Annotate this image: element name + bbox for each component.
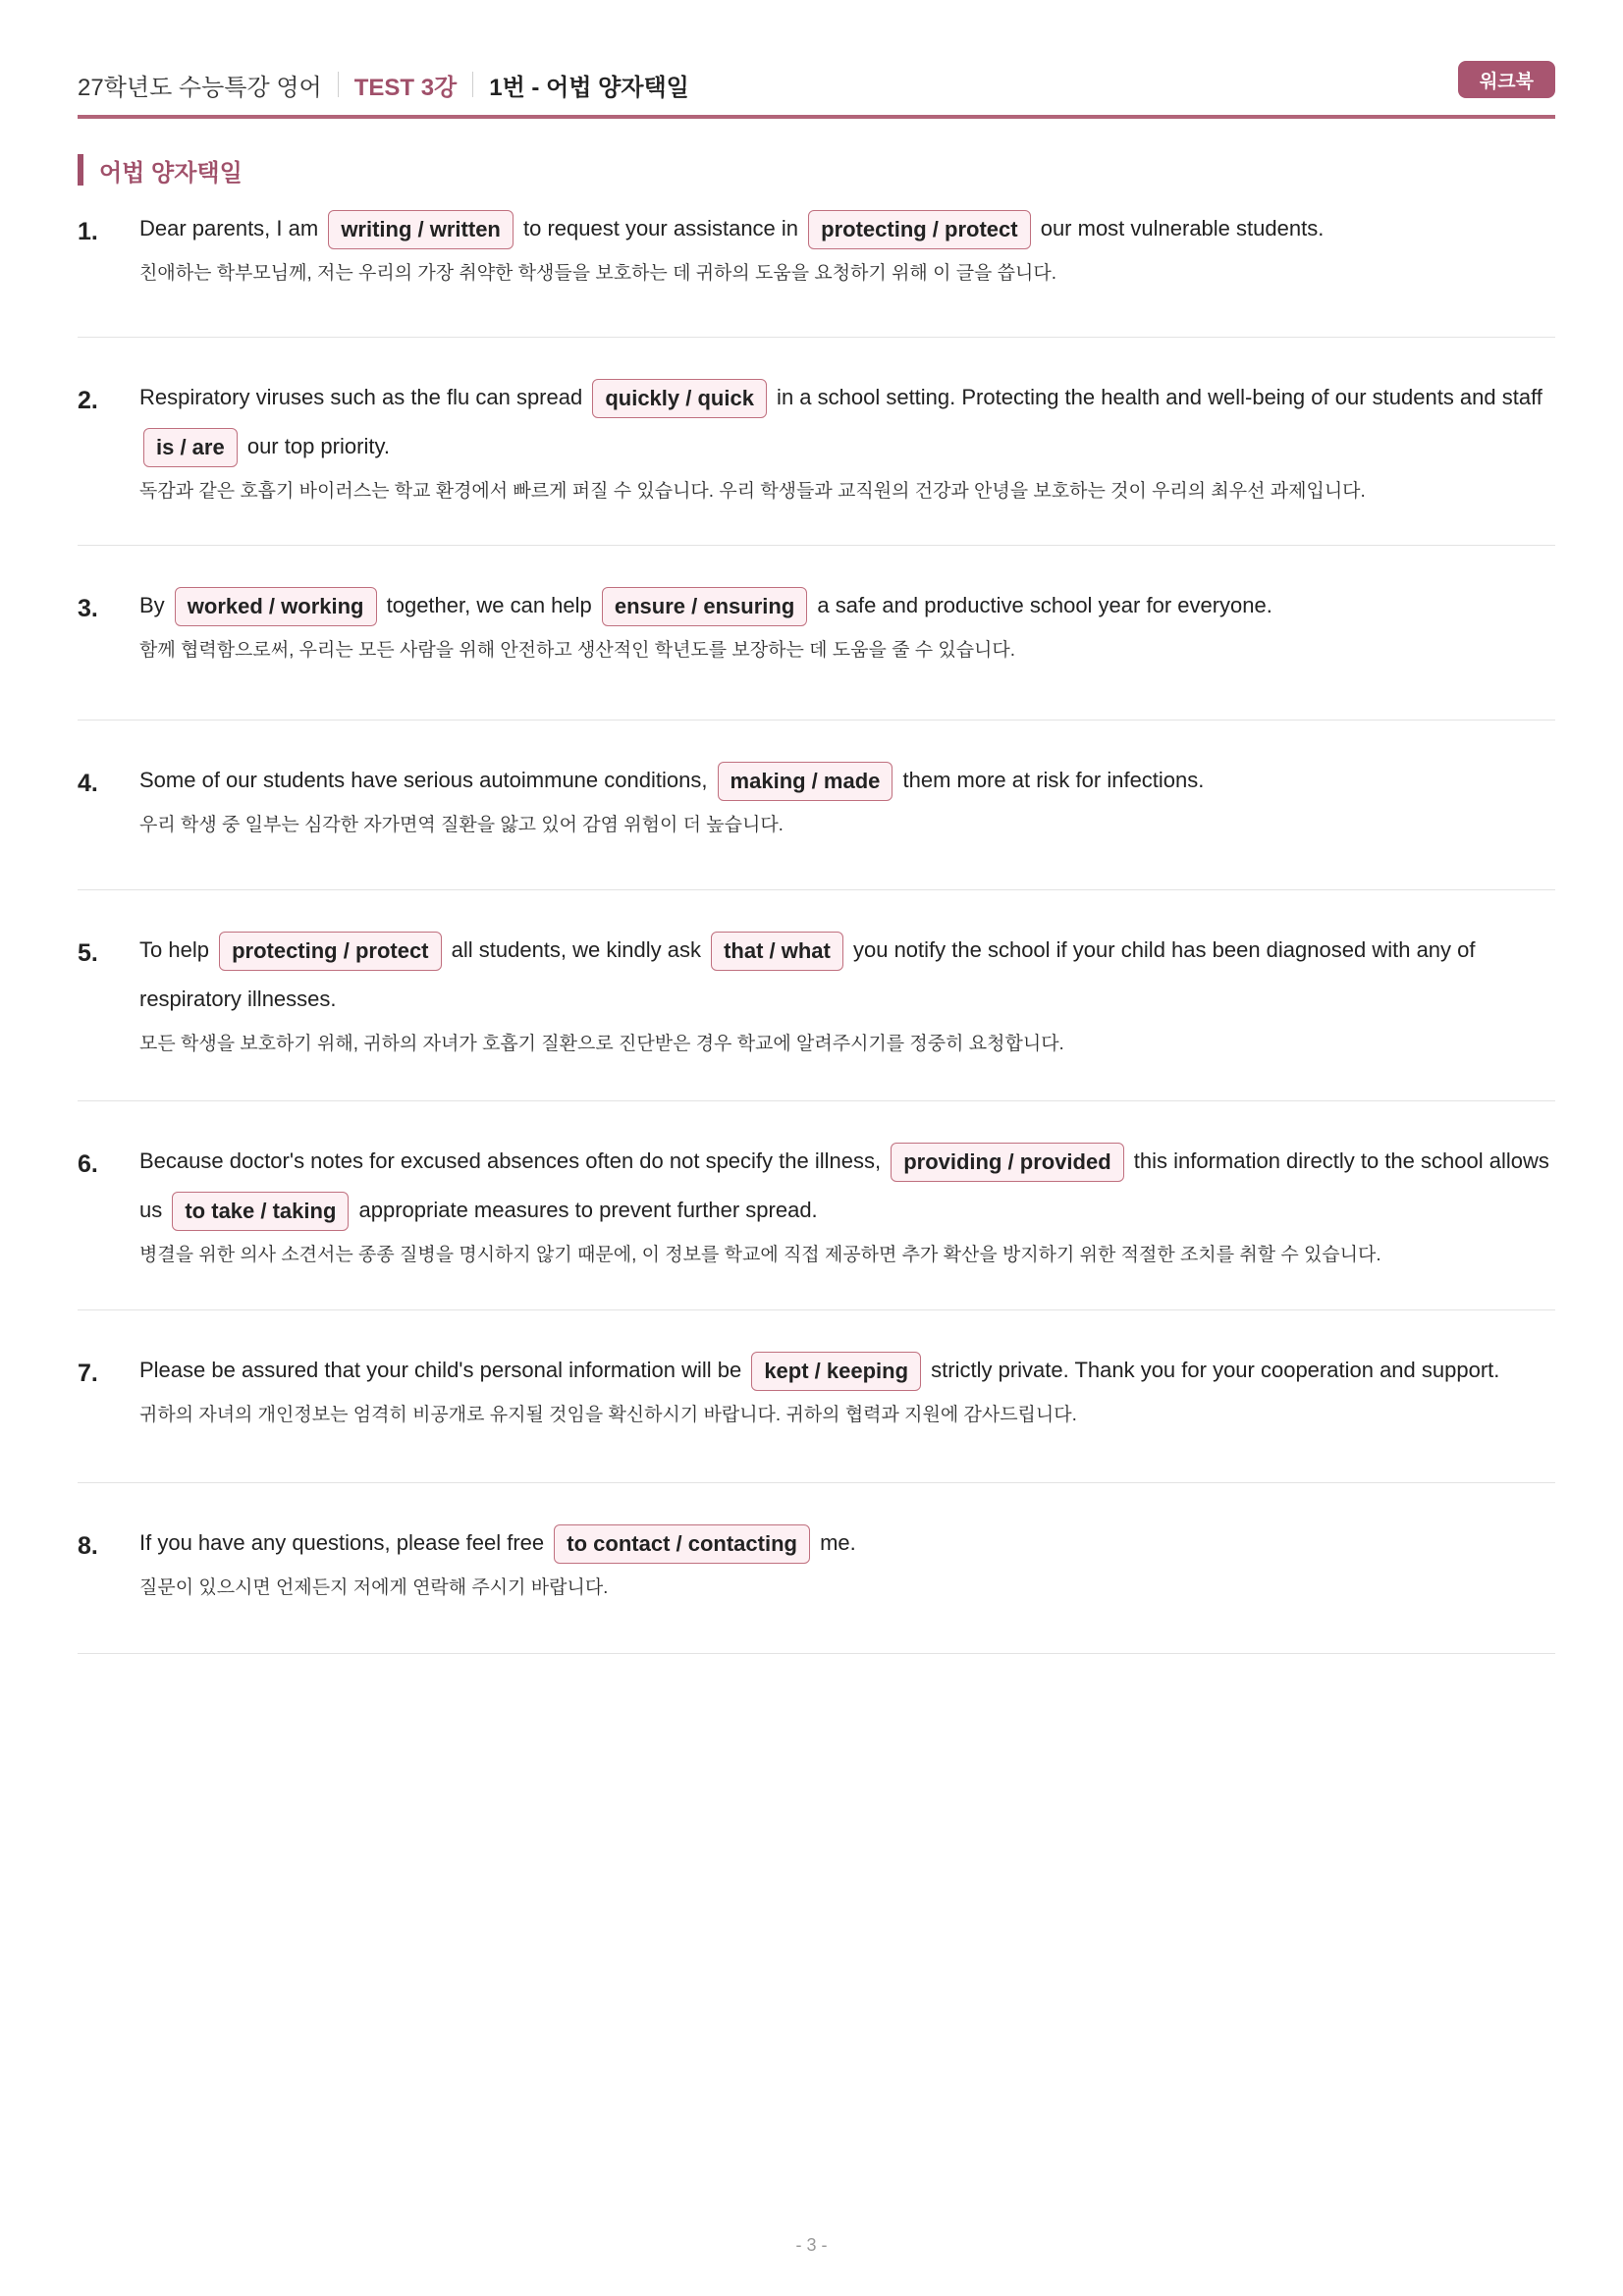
page-title: 1번 - 어법 양자택일 [489, 74, 689, 101]
korean-translation: 우리 학생 중 일부는 심각한 자가면역 질환을 앓고 있어 감염 위험이 더 높습니다. [139, 815, 784, 835]
section-title: 어법 양자택일 [99, 159, 243, 187]
question-sentence [139, 204, 1555, 253]
korean-translation: 병결을 위한 의사 소견서는 종종 질병을 명시하지 않기 때문에, 이 정보를 학교에 직접 제공하면 추가 확산을 방지하기 위한 적절한 조치를 취할 수 있습니다. [139, 1245, 1381, 1265]
sentence-text: By [139, 593, 171, 617]
sentence-text: you notify the school if your child has been diagnosed with any of respiratory illnesses. [139, 937, 1476, 1011]
choice-box[interactable]: is / are [143, 428, 238, 467]
sentence-text: strictly private. Thank you for your cooperation and support. [925, 1358, 1500, 1382]
sentence-text: all students, we kindly ask [445, 937, 708, 962]
choice-box[interactable]: to take / taking [172, 1192, 349, 1231]
question-item [78, 890, 1555, 1101]
choice-box[interactable]: to contact / contacting [554, 1524, 810, 1564]
test-label: TEST 3강 [353, 74, 458, 101]
header-divider [78, 115, 1555, 119]
section-accent-bar [78, 154, 83, 186]
korean-translation: 모든 학생을 보호하기 위해, 귀하의 자녀가 호흡기 질환으로 진단받은 경우 학교에 알려주시기를 정중히 요청합니다. [139, 1034, 1064, 1054]
choice-box[interactable]: making / made [718, 762, 893, 801]
question-number: 5. [78, 939, 98, 967]
question-sentence [139, 1519, 1555, 1568]
korean-translation: 독감과 같은 호흡기 바이러스는 학교 환경에서 빠르게 퍼질 수 있습니다. 우리 학생들과 교직원의 건강과 안녕을 보호하는 것이 우리의 최우선 과제입니다. [139, 481, 1366, 502]
question-sentence [139, 373, 1555, 471]
question-item [78, 721, 1555, 890]
sentence-text: me. [813, 1530, 856, 1555]
sentence-text: in a school setting. Protecting the health and well-being of our students and staff [770, 385, 1542, 409]
question-number: 2. [78, 387, 98, 414]
choice-box[interactable]: writing / written [328, 210, 514, 249]
sentence-text: them more at risk for infections. [896, 768, 1205, 792]
choice-box[interactable]: kept / keeping [751, 1352, 921, 1391]
question-number: 1. [78, 218, 98, 245]
question-item [78, 546, 1555, 721]
korean-translation: 친애하는 학부모님께, 저는 우리의 가장 취약한 학생들을 보호하는 데 귀하의 도움을 요청하기 위해 이 글을 씁니다. [139, 263, 1057, 284]
breadcrumb-divider [472, 72, 473, 97]
question-number: 6. [78, 1150, 98, 1178]
question-number: 7. [78, 1360, 98, 1387]
sentence-text: Because doctor's notes for excused absences often do not specify the illness, [139, 1148, 888, 1173]
question-sentence [139, 1137, 1555, 1235]
sentence-text: If you have any questions, please feel free [139, 1530, 551, 1555]
choice-box[interactable]: quickly / quick [592, 379, 767, 418]
course-label: 27학년도 수능특강 영어 [78, 74, 322, 101]
question-item [78, 1310, 1555, 1483]
sentence-text: this information directly to the school allows us [139, 1148, 1549, 1222]
sentence-text: a safe and productive school year for everyone. [811, 593, 1272, 617]
sentence-text: together, we can help [380, 593, 598, 617]
question-sentence [139, 756, 1555, 805]
sentence-text: To help [139, 937, 216, 962]
workbook-badge: 워크북 [1458, 61, 1555, 98]
question-number: 8. [78, 1532, 98, 1560]
sentence-text: appropriate measures to prevent further spread. [352, 1198, 818, 1222]
sentence-text: our most vulnerable students. [1034, 216, 1325, 240]
choice-box[interactable]: providing / provided [891, 1143, 1123, 1182]
korean-translation: 질문이 있으시면 언제든지 저에게 연락해 주시기 바랍니다. [139, 1577, 609, 1598]
question-sentence [139, 1346, 1555, 1395]
question-number: 4. [78, 770, 98, 797]
choice-box[interactable]: that / what [711, 932, 843, 971]
question-sentence [139, 581, 1555, 630]
choice-box[interactable]: protecting / protect [808, 210, 1030, 249]
sentence-text: Respiratory viruses such as the flu can spread [139, 385, 589, 409]
korean-translation: 귀하의 자녀의 개인정보는 엄격히 비공개로 유지될 것임을 확신하시기 바랍니다. 귀하의 협력과 지원에 감사드립니다. [139, 1405, 1077, 1425]
sentence-text: Some of our students have serious autoimmune conditions, [139, 768, 714, 792]
question-list [78, 204, 1555, 1654]
korean-translation: 함께 협력함으로써, 우리는 모든 사람을 위해 안전하고 생산적인 학년도를 보장하는 데 도움을 줄 수 있습니다. [139, 640, 1016, 661]
page-number: - 3 - [795, 2235, 828, 2255]
sentence-text: Please be assured that your child's personal information will be [139, 1358, 748, 1382]
section-heading [78, 154, 243, 186]
choice-box[interactable]: worked / working [175, 587, 377, 626]
sentence-text: to request your assistance in [516, 216, 805, 240]
question-item [78, 204, 1555, 338]
question-item [78, 1101, 1555, 1310]
choice-box[interactable]: protecting / protect [219, 932, 441, 971]
question-item [78, 1483, 1555, 1654]
question-item [78, 338, 1555, 546]
choice-box[interactable]: ensure / ensuring [602, 587, 807, 626]
sentence-text: Dear parents, I am [139, 216, 325, 240]
question-sentence [139, 926, 1555, 1024]
breadcrumb-divider [338, 72, 339, 97]
question-number: 3. [78, 595, 98, 622]
page-header [78, 61, 1555, 108]
sentence-text: our top priority. [241, 434, 390, 458]
breadcrumb [78, 61, 689, 108]
